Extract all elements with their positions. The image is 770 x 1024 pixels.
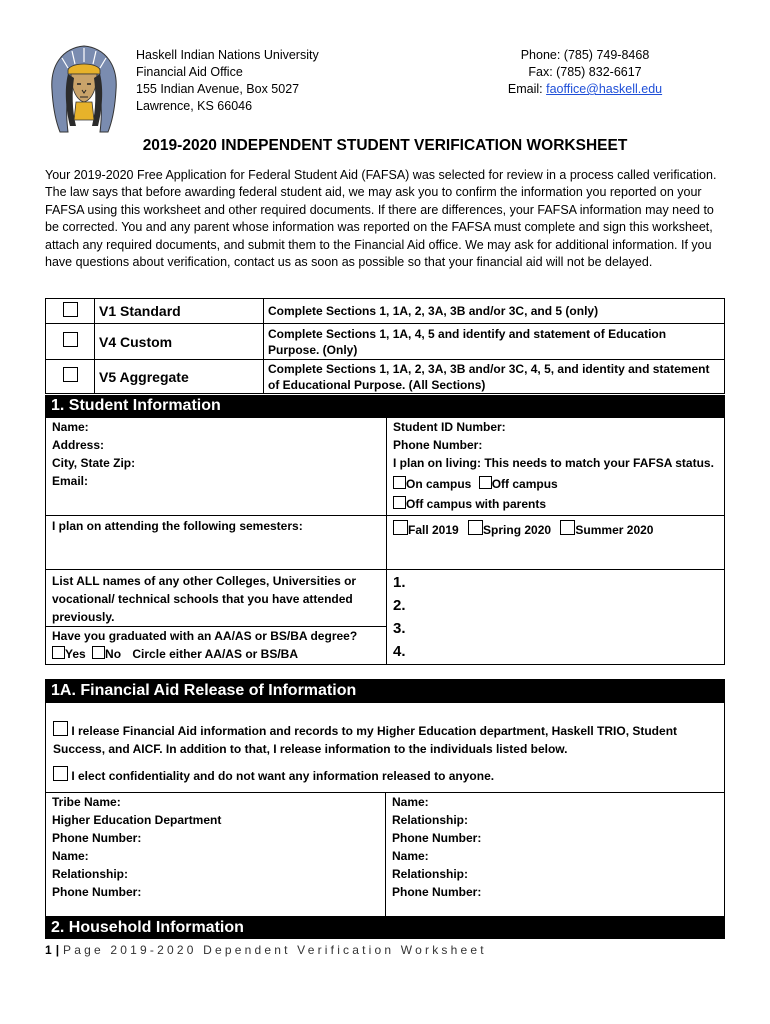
name-field-label[interactable]: Name: <box>52 420 89 434</box>
v1-description: Complete Sections 1, 1A, 2, 3A, 3B and/or 3C, and 5 (only) <box>264 299 725 324</box>
v5-description: Complete Sections 1, 1A, 2, 3A, 3B and/or 3C, 4, 5, and identity and statement of Educational Purpose. (All Sections) <box>264 360 725 394</box>
release-text: I release Financial Aid information and records to my Higher Education department, Haskell TRIO, Student Success, and AICF. In addition to that, I release information to the individuals listed below. <box>53 724 678 756</box>
org-name: Haskell Indian Nations University <box>136 48 319 62</box>
student-info-left-cell <box>46 418 387 516</box>
fax-text: Fax: (785) 832-6617 <box>528 65 642 79</box>
phone-field-label[interactable]: Phone Number: <box>393 438 483 452</box>
no-checkbox[interactable] <box>92 646 105 659</box>
document-title: 2019-2020 INDEPENDENT STUDENT VERIFICATION WORKSHEET <box>142 137 628 154</box>
contact-2-name-field-label[interactable]: Name: <box>392 795 429 809</box>
v4-checkbox[interactable] <box>63 332 78 347</box>
off-campus-checkbox[interactable] <box>479 476 492 489</box>
graduated-cell <box>46 627 387 665</box>
v1-name: V1 Standard <box>95 299 264 324</box>
yes-checkbox[interactable] <box>52 646 65 659</box>
option-row-v1 <box>46 299 725 324</box>
contact-name-field-label[interactable]: Name: <box>52 849 89 863</box>
on-campus-label: On campus <box>406 477 472 491</box>
summer-2020-checkbox[interactable] <box>560 520 575 535</box>
contact-phone-field-label[interactable]: Phone Number: <box>52 885 142 899</box>
v5-checkbox[interactable] <box>63 367 78 382</box>
footer-separator: | <box>55 943 60 957</box>
off-campus-label: Off campus <box>491 477 558 491</box>
page-footer <box>45 943 487 957</box>
semesters-label: I plan on attending the following semesters: <box>52 519 303 533</box>
contact-3-relationship-field-label[interactable]: Relationship: <box>392 867 469 881</box>
contact-relationship-field-label[interactable]: Relationship: <box>52 867 129 881</box>
section-1-header: 1. Student Information <box>45 395 725 417</box>
higher-ed-dept-field-label[interactable]: Higher Education Department <box>52 813 222 827</box>
release-box <box>45 702 725 792</box>
v4-description: Complete Sections 1, 1A, 4, 5 and identify and statement of Education Purpose. (Only) <box>264 324 725 360</box>
graduated-label: Have you graduated with an AA/AS or BS/BA degree? <box>52 629 358 643</box>
section-1a-header: 1A. Financial Aid Release of Information <box>45 679 725 702</box>
release-contacts-right-cell <box>386 793 725 917</box>
off-campus-with-parents-label: Off campus with parents <box>406 497 547 511</box>
colleges-list-cell <box>387 570 725 665</box>
city-state-zip: Lawrence, KS 66046 <box>136 99 253 113</box>
city-state-zip-field-label[interactable]: City, State Zip: <box>52 456 136 470</box>
address-field-label[interactable]: Address: <box>52 438 105 452</box>
email-label: Email: <box>507 82 547 96</box>
circle-degree-text: Circle either AA/AS or BS/BA <box>132 647 298 661</box>
intro-paragraph <box>45 167 730 271</box>
street-address: 155 Indian Avenue, Box 5027 <box>136 82 300 96</box>
fall-2019-checkbox[interactable] <box>393 520 408 535</box>
yes-label: Yes <box>65 647 86 661</box>
student-info-right-cell <box>387 418 725 516</box>
email-field-label[interactable]: Email: <box>52 474 89 488</box>
section-2-header: 2. Household Information <box>45 916 725 939</box>
v5-name: V5 Aggregate <box>95 360 264 394</box>
release-checkbox[interactable] <box>53 721 68 736</box>
spring-2020-label: Spring 2020 <box>483 523 552 537</box>
student-info-table <box>45 417 725 665</box>
org-address-block <box>136 47 319 115</box>
page-number: 1 <box>45 943 52 957</box>
footer-text: Page 2019-2020 Dependent Verification Worksheet <box>63 943 487 957</box>
confidentiality-checkbox[interactable] <box>53 766 68 781</box>
on-campus-checkbox[interactable] <box>393 476 406 489</box>
intro-text: Your 2019-2020 Free Application for Federal Student Aid (FAFSA) was selected for review in a process called verification. The law says that before awarding federal student aid, we may ask you to confirm the information you reported on your FAFSA using this worksheet and other required documents. If there are differences, your FAFSA information may need to be corrected. You and any parent whose information was reported on the FAFSA must complete and sign this worksheet, attach any required documents, and submit them to the Financial Aid office. We may ask for additional information. If you have questions about verification, contact us as soon as possible so that your financial aid will not be delayed. <box>45 168 717 270</box>
college-entry-1[interactable]: 1. <box>393 574 406 591</box>
college-entry-4[interactable]: 4. <box>393 643 406 660</box>
college-entry-3[interactable]: 3. <box>393 620 406 637</box>
contact-2-relationship-field-label[interactable]: Relationship: <box>392 813 469 827</box>
tribe-name-field-label[interactable]: Tribe Name: <box>52 795 121 809</box>
option-row-v5 <box>46 360 725 394</box>
release-contacts-left-cell <box>46 793 386 917</box>
semesters-label-cell <box>46 516 387 570</box>
colleges-label-cell <box>46 570 387 627</box>
email-link[interactable]: faoffice@haskell.edu <box>546 82 663 96</box>
off-campus-with-parents-checkbox[interactable] <box>393 496 406 509</box>
dept-phone-field-label[interactable]: Phone Number: <box>52 831 142 845</box>
office-name: Financial Aid Office <box>136 65 243 79</box>
colleges-label: List ALL names of any other Colleges, Universities or vocational/ technical schools that you have attended previously. <box>52 574 357 624</box>
fall-2019-label: Fall 2019 <box>408 523 459 537</box>
semesters-options-cell <box>387 516 725 570</box>
option-row-v4 <box>46 324 725 360</box>
phone-text: Phone: (785) 749-8468 <box>520 48 650 62</box>
confidentiality-text: I elect confidentiality and do not want any information released to anyone. <box>71 769 495 783</box>
summer-2020-label: Summer 2020 <box>575 523 654 537</box>
college-entry-2[interactable]: 2. <box>393 597 406 614</box>
contact-3-name-field-label[interactable]: Name: <box>392 849 429 863</box>
email-line <box>490 81 680 98</box>
living-plan-label: I plan on living: This needs to match your FAFSA status. <box>393 456 714 470</box>
spring-2020-checkbox[interactable] <box>468 520 483 535</box>
verification-options-table <box>45 298 725 394</box>
v4-name: V4 Custom <box>95 324 264 360</box>
no-label: No <box>105 647 122 661</box>
v1-checkbox[interactable] <box>63 302 78 317</box>
contact-block <box>490 47 680 98</box>
contact-2-phone-field-label[interactable]: Phone Number: <box>392 831 482 845</box>
haskell-logo <box>44 40 124 136</box>
contact-3-phone-field-label[interactable]: Phone Number: <box>392 885 482 899</box>
student-id-field-label[interactable]: Student ID Number: <box>393 420 506 434</box>
release-contacts-table <box>45 792 725 917</box>
